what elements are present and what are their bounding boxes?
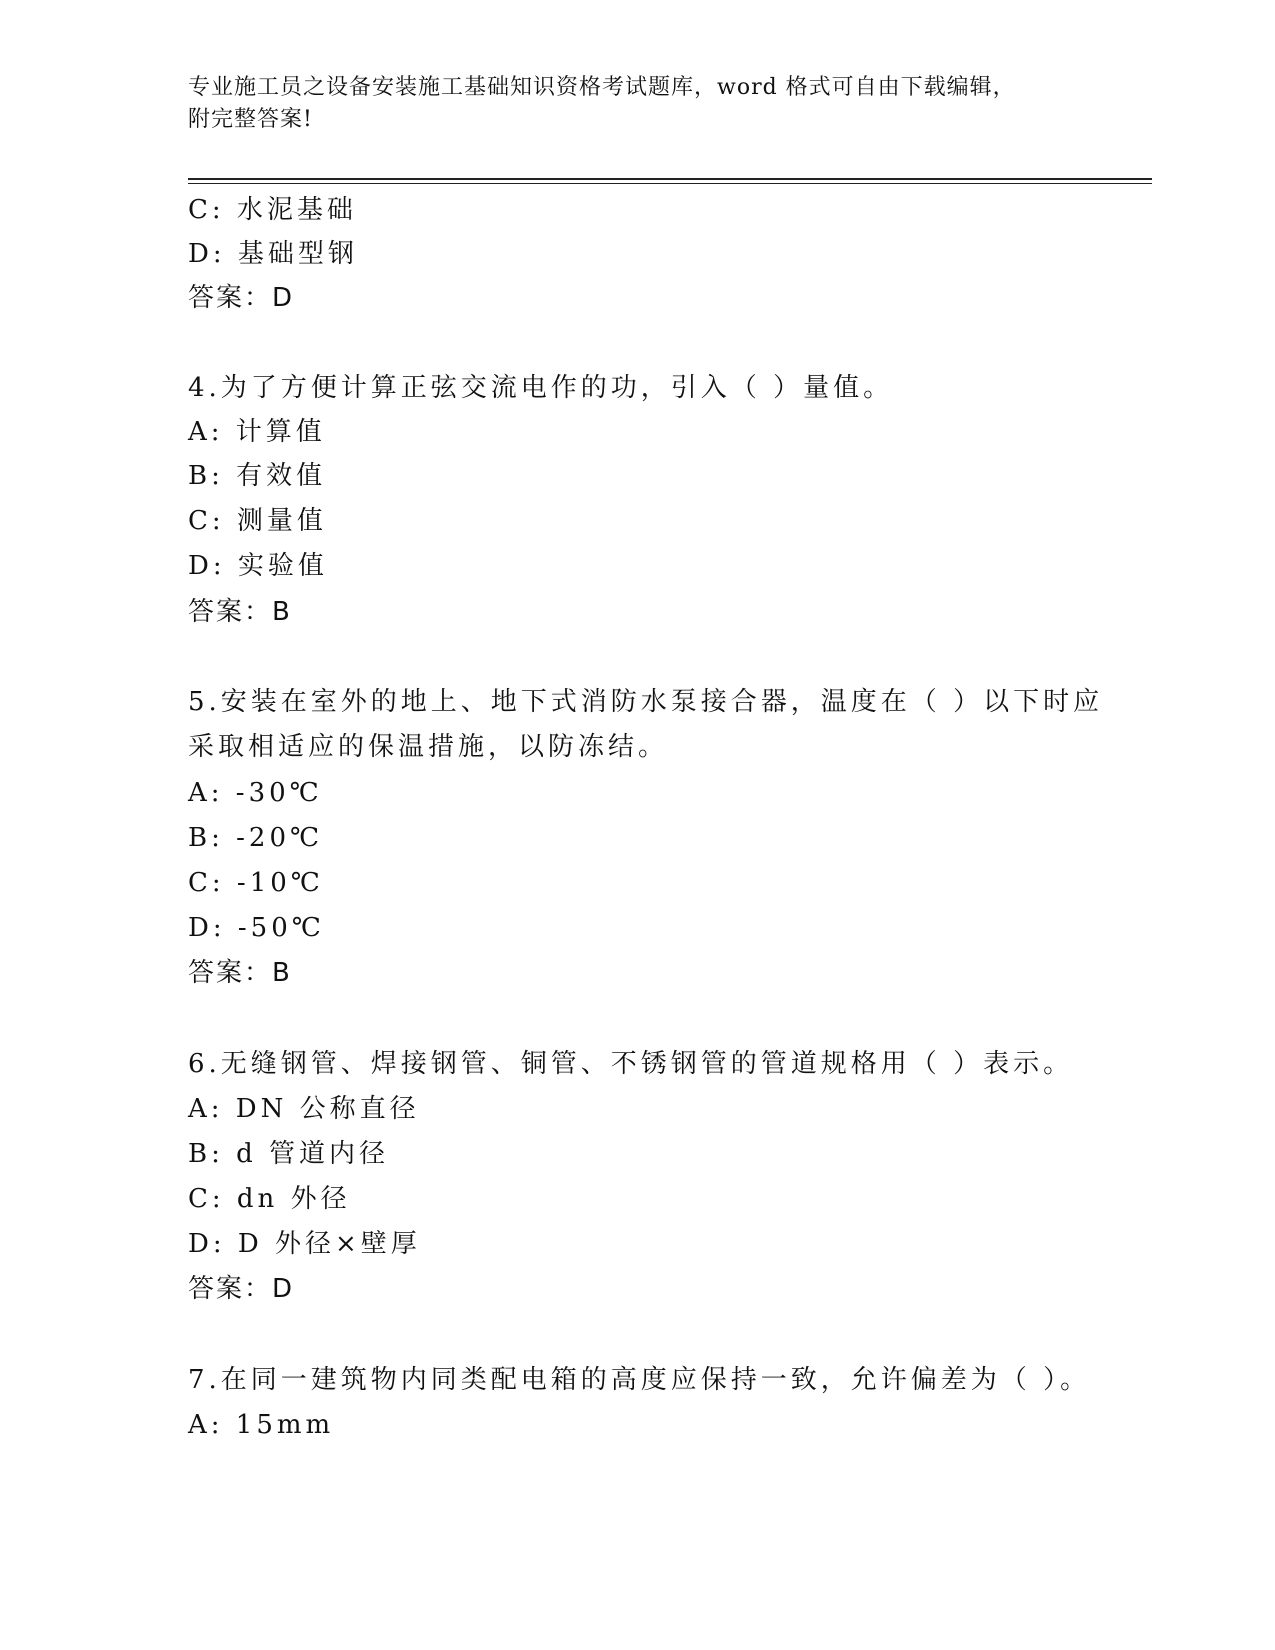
q4-answer: 答案：B: [188, 597, 292, 627]
q5-option-d: D: -50℃: [188, 913, 325, 943]
document-header: [188, 72, 1088, 136]
q5-option-c: C: -10℃: [188, 868, 324, 898]
q5-answer: 答案：B: [188, 958, 292, 988]
q4-option-c: C: 测量值: [188, 506, 327, 536]
q3-option-d: D: 基础型钢: [188, 239, 358, 269]
q7-option-a: A: 15mm: [188, 1410, 335, 1440]
q6-option-d: D: D 外径×壁厚: [188, 1229, 421, 1259]
q4-stem: 4.为了方便计算正弦交流电作的功，引入（ ）量值。: [188, 373, 894, 403]
q3-answer: 答案：D: [188, 283, 295, 313]
q5-stem-line-1: 5.安装在室外的地上、地下式消防水泵接合器，温度在（ ）以下时应: [188, 687, 1104, 717]
q4-option-b: B: 有效值: [188, 461, 327, 491]
q6-option-c: C: dn 外径: [188, 1184, 351, 1214]
q6-answer: 答案：D: [188, 1274, 295, 1304]
q6-option-b: B: d 管道内径: [188, 1139, 390, 1169]
header-line-1: 专业施工员之设备安装施工基础知识资格考试题库，word 格式可自由下载编辑，: [188, 75, 1016, 100]
header-divider-thick: [188, 178, 1152, 180]
q5-option-a: A: -30℃: [188, 778, 323, 808]
header-line-2: 附完整答案!: [188, 107, 313, 132]
q4-option-d: D: 实验值: [188, 551, 328, 581]
q4-option-a: A: 计算值: [188, 417, 326, 447]
header-divider-thin: [188, 183, 1152, 184]
q7-stem: 7.在同一建筑物内同类配电箱的高度应保持一致，允许偏差为（ ）。: [188, 1365, 1091, 1395]
q3-option-c: C: 水泥基础: [188, 195, 357, 225]
q6-option-a: A: DN 公称直径: [188, 1094, 420, 1124]
q5-option-b: B: -20℃: [188, 823, 324, 853]
q6-stem: 6.无缝钢管、焊接钢管、铜管、不锈钢管的管道规格用（ ）表示。: [188, 1049, 1074, 1079]
q5-stem-line-2: 采取相适应的保温措施，以防冻结。: [188, 732, 669, 762]
